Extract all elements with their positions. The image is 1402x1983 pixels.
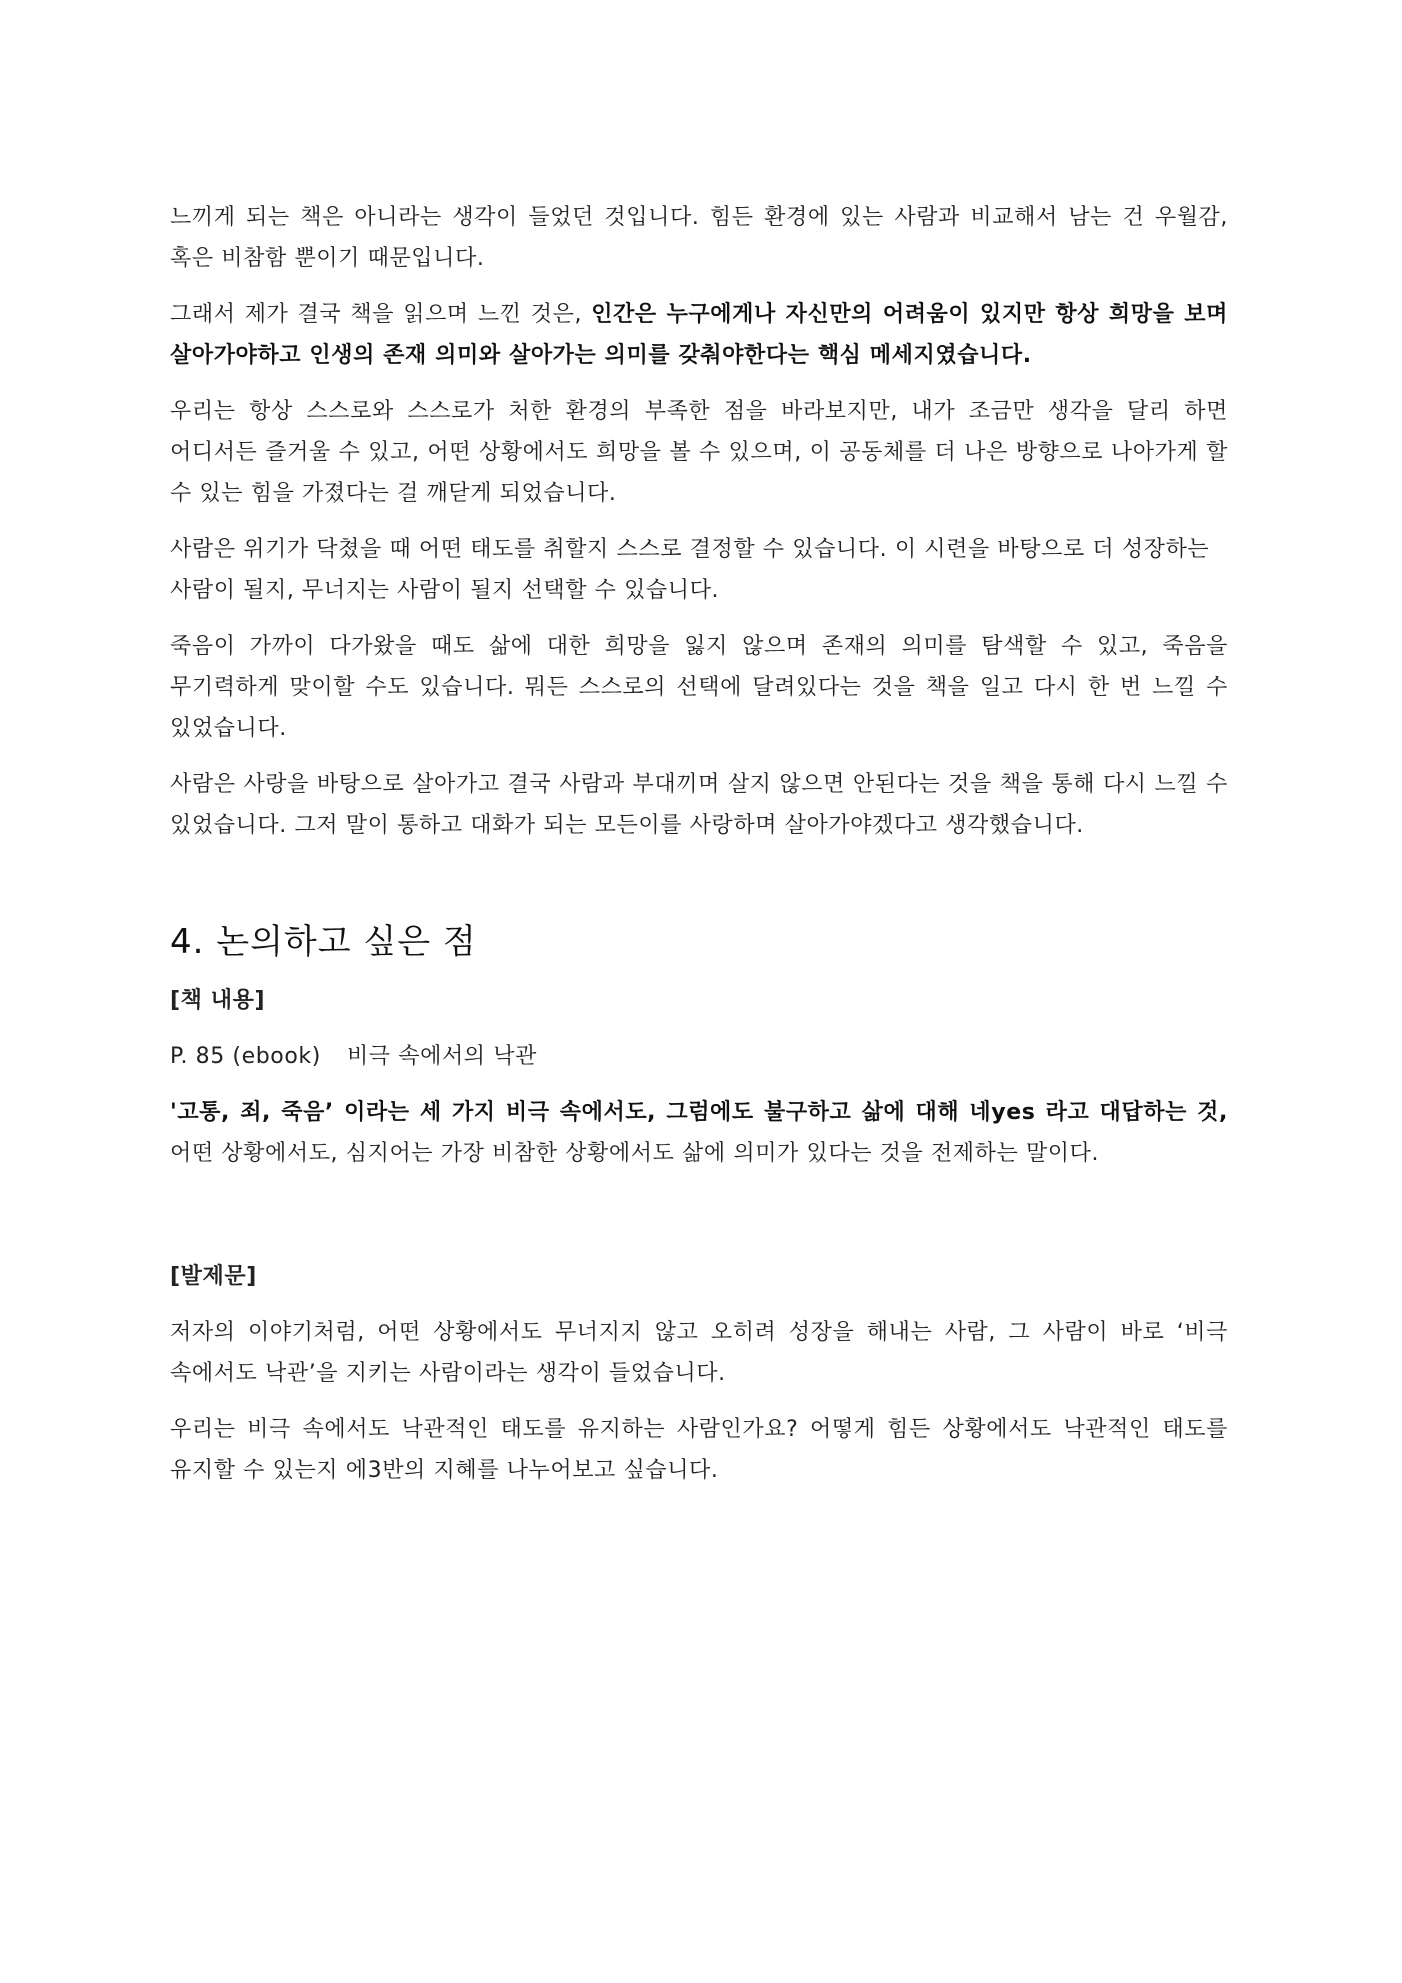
paragraph-5: 죽음이 가까이 다가왔을 때도 삶에 대한 희망을 잃지 않으며 존재의 의미를 탐색할 수 있고, 죽음을 무기력하게 맞이할 수도 있습니다. 뭐든 스스로의 선택에 달려있다는 것을 책을 일고 다시 한 번 느낄 수 있었습니다. (170, 634, 1228, 741)
book-reference (170, 1036, 1228, 1077)
reference-title: 비극 속에서의 낙관 (346, 1044, 537, 1069)
book-quote-rest: 어떤 상황에서도, 심지어는 가장 비참한 상황에서도 삶에 의미가 있다는 것을 전제하는 말이다. (170, 1141, 1100, 1166)
paragraph-2 (170, 294, 1228, 376)
book-content-label: [책 내용] (170, 988, 266, 1013)
paragraph-4: 사람은 위기가 닥쳤을 때 어떤 태도를 취할지 스스로 결정할 수 있습니다. 이 시련을 바탕으로 더 성장하는 사람이 될지, 무너지는 사람이 될지 선택할 수 있습니다. (170, 537, 1210, 603)
book-quote-bold: '고통, 죄, 죽음’ 이라는 세 가지 비극 속에서도, 그럼에도 불구하고 삶에 대해 네yes 라고 대답하는 것, (170, 1100, 1228, 1125)
discussion-label: [발제문] (170, 1264, 257, 1289)
paragraph-1: 느끼게 되는 책은 아니라는 생각이 들었던 것입니다. 힘든 환경에 있는 사람과 비교해서 남는 건 우월감, 혹은 비참함 뿐이기 때문입니다. (170, 205, 1228, 271)
document-body (170, 197, 1228, 1506)
book-quote (170, 1092, 1228, 1174)
section-heading: 4. 논의하고 싶은 점 (170, 922, 477, 962)
paragraph-6: 사람은 사랑을 바탕으로 살아가고 결국 사람과 부대끼며 살지 않으면 안된다는 것을 책을 통해 다시 느낄 수 있었습니다. 그저 말이 통하고 대화가 되는 모든이를 사랑하며 살아가야겠다고 생각했습니다. (170, 772, 1228, 838)
paragraph-2-key-message: 인간은 누구에게나 자신만의 어려움이 있지만 항상 희망을 보며 살아가야하고 인생의 존재 의미와 살아가는 의미를 갖춰야한다는 핵심 메세지였습니다. (170, 302, 1228, 368)
discussion-paragraph-1: 저자의 이야기처럼, 어떤 상황에서도 무너지지 않고 오히려 성장을 해내는 사람, 그 사람이 바로 ‘비극 속에서도 낙관’을 지키는 사람이라는 생각이 들었습니다. (170, 1320, 1228, 1386)
paragraph-3: 우리는 항상 스스로와 스스로가 처한 환경의 부족한 점을 바라보지만, 내가 조금만 생각을 달리 하면 어디서든 즐거울 수 있고, 어떤 상황에서도 희망을 볼 수 있으며, 이 공동체를 더 나은 방향으로 나아가게 할 수 있는 힘을 가졌다는 걸 깨닫게 되었습니다. (170, 399, 1228, 506)
paragraph-2-lead: 그래서 제가 결국 책을 읽으며 느낀 것은, (170, 302, 592, 327)
reference-page: P. 85 (ebook) (170, 1044, 321, 1069)
discussion-paragraph-2: 우리는 비극 속에서도 낙관적인 태도를 유지하는 사람인가요? 어떻게 힘든 상황에서도 낙관적인 태도를 유지할 수 있는지 에3반의 지혜를 나누어보고 싶습니다. (170, 1417, 1228, 1483)
